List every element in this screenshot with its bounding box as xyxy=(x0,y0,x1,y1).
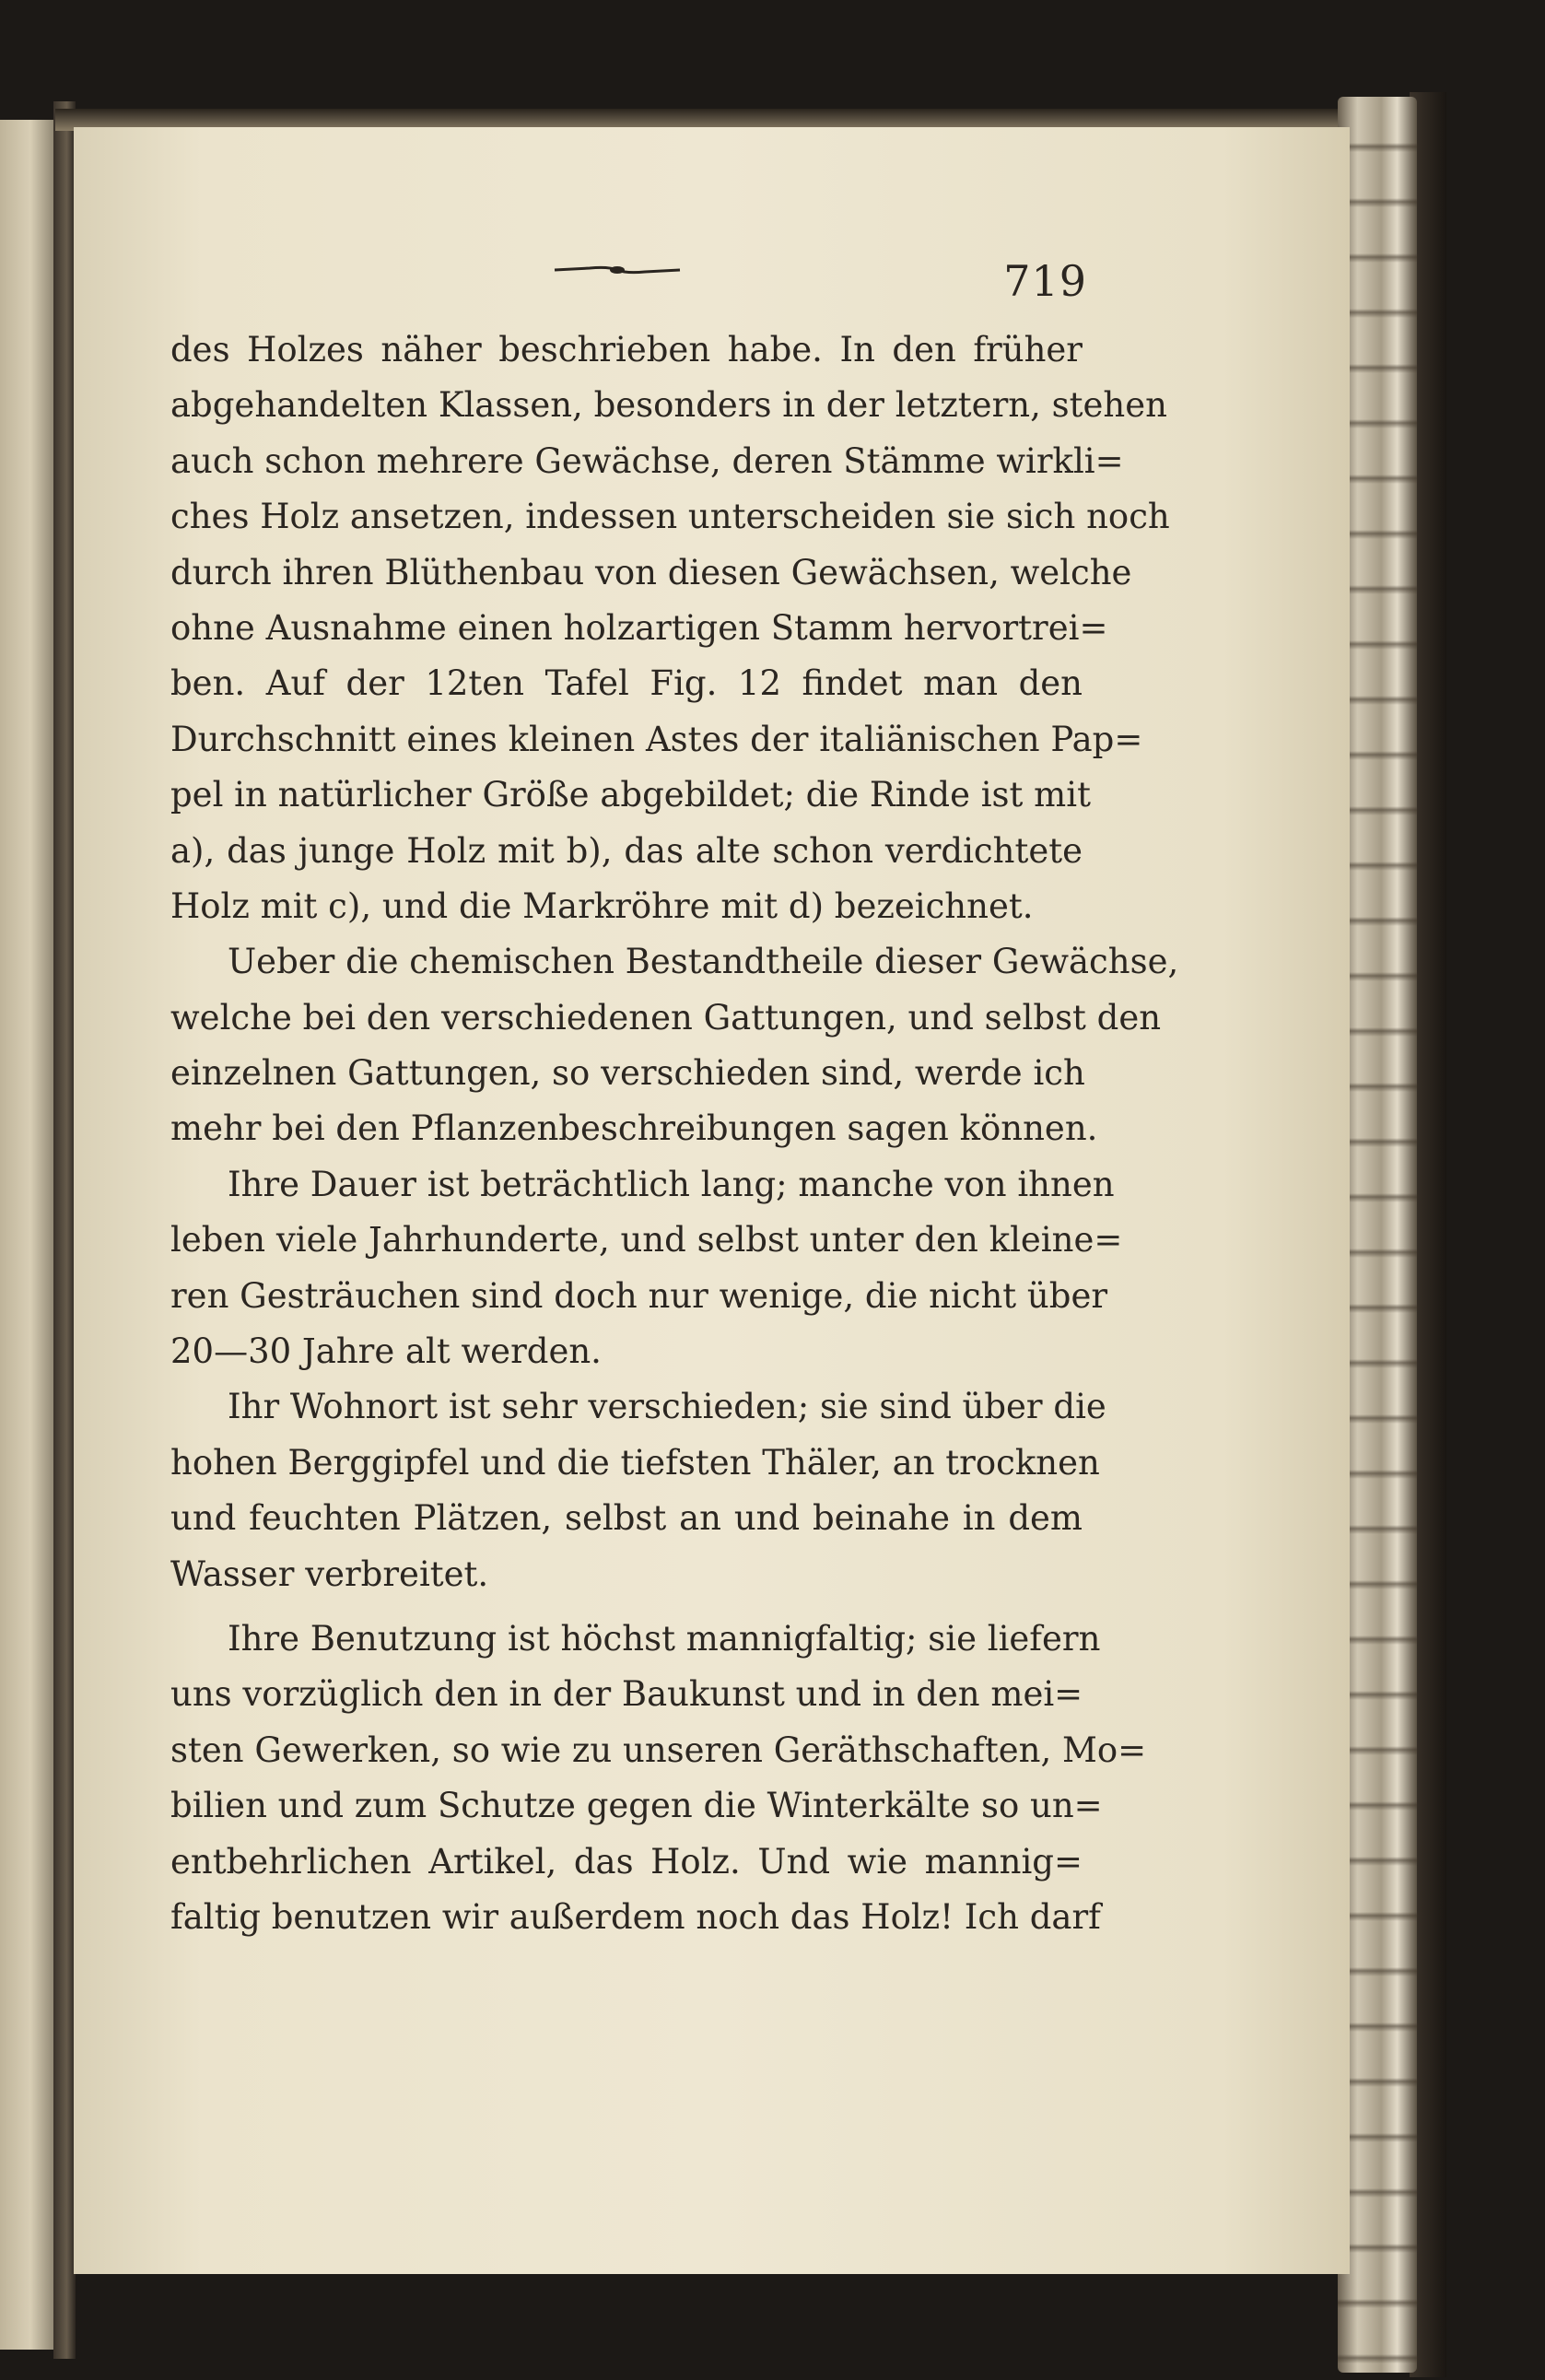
text-line: faltig benutzen wir außerdem noch das Holz! Ich darf xyxy=(170,1896,1101,1937)
text-line: Durchschnitt eines kleinen Astes der italiänischen Pap= xyxy=(170,719,1143,759)
text-line: Ihre Dauer ist beträchtlich lang; manche von ihnen xyxy=(228,1164,1115,1204)
text-line: ben. Auf der 12ten Tafel Fig. 12 findet man den xyxy=(170,663,1083,704)
header-ornament xyxy=(553,264,682,276)
text-line: ren Gesträuchen sind doch nur wenige, die nicht über xyxy=(170,1275,1108,1316)
page-number: 719 xyxy=(1003,256,1087,306)
text-line: Ihr Wohnort ist sehr verschieden; sie sind über die xyxy=(228,1387,1106,1427)
text-line: Ihre Benutzung ist höchst mannigfaltig; sie liefern xyxy=(228,1618,1101,1659)
text-line: sten Gewerken, so wie zu unseren Geräthschaften, Mo= xyxy=(170,1729,1147,1770)
text-line: Holz mit c), und die Markröhre mit d) bezeichnet. xyxy=(170,885,1034,926)
text-line: leben viele Jahrhunderte, und selbst unter den kleine= xyxy=(170,1220,1123,1260)
text-line: entbehrlichen Artikel, das Holz. Und wie mannig= xyxy=(170,1841,1083,1882)
text-line: abgehandelten Klassen, besonders in der letztern, stehen xyxy=(170,385,1167,426)
text-line: durch ihren Blüthenbau von diesen Gewächsen, welche xyxy=(170,552,1132,592)
book-gutter xyxy=(53,101,76,2359)
text-line: ches Holz ansetzen, indessen unterscheiden sie sich noch xyxy=(170,497,1170,537)
text-line: bilien und zum Schutze gegen die Winterkälte so un= xyxy=(170,1786,1103,1826)
text-line: welche bei den verschiedenen Gattungen, und selbst den xyxy=(170,997,1162,1038)
text-line: ohne Ausnahme einen holzartigen Stamm hervortrei= xyxy=(170,607,1108,648)
text-line: und feuchten Plätzen, selbst an und beinahe in dem xyxy=(170,1498,1083,1539)
text-line: Wasser verbreitet. xyxy=(170,1553,489,1594)
text-line: a), das junge Holz mit b), das alte schon verdichtete xyxy=(170,830,1083,871)
text-line: auch schon mehrere Gewächse, deren Stämme wirkli= xyxy=(170,440,1124,481)
text-line: des Holzes näher beschrieben habe. In den früher xyxy=(170,330,1083,369)
text-line: 20—30 Jahre alt werden. xyxy=(170,1331,602,1372)
text-line: Ueber die chemischen Bestandtheile dieser Gewächse, xyxy=(228,942,1179,982)
text-line: mehr bei den Pflanzenbeschreibungen sagen können. xyxy=(170,1108,1098,1149)
text-line: einzelnen Gattungen, so verschieden sind, werde ich xyxy=(170,1053,1085,1094)
previous-page-edge xyxy=(0,120,55,2350)
body-text xyxy=(170,322,1179,1945)
text-line: pel in natürlicher Größe abgebildet; die Rinde ist mit xyxy=(170,775,1091,815)
text-line: hohen Berggipfel und die tiefsten Thäler, an trocknen xyxy=(170,1442,1100,1483)
text-line: uns vorzüglich den in der Baukunst und in den mei= xyxy=(170,1674,1083,1715)
